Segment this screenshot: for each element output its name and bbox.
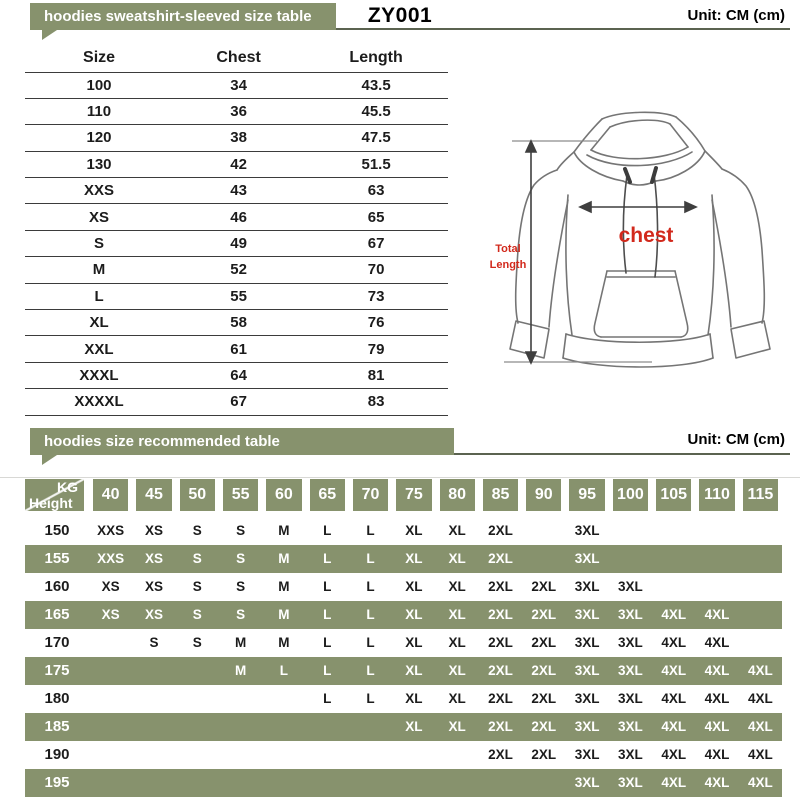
size-table-row [25,336,448,362]
recommended-size-cell: L [366,691,375,706]
recommended-size-cell: S [192,551,202,566]
recommended-size-cell: S [236,607,246,622]
weight-column-header: 80 [440,479,475,511]
recommended-size-cell: L [323,579,332,594]
recommended-size-cell: 4XL [661,719,687,734]
chest-measure-label: chest [618,224,674,247]
recommended-size-cell [176,741,219,769]
recommended-size-cell: XS [101,579,120,594]
recommended-size-cell: L [366,663,375,678]
recommended-size-cell: 4XL [704,607,730,622]
recommended-size-cell: XL [448,551,466,566]
recommended-size-cell [262,713,305,741]
recommended-size-cell: 2XL [488,691,513,706]
recommended-size-cell [219,769,262,797]
height-row-label: 155 [44,550,70,567]
banner-tail-icon [42,455,57,465]
section2-banner [30,428,454,455]
recommended-size-cell: XXS [97,523,125,538]
weight-column-header: 90 [526,479,561,511]
size-table-cell: 83 [304,389,448,415]
recommended-size-cell: M [278,551,290,566]
recommended-size-cell [219,685,262,713]
recommended-size-cell: 4XL [747,775,773,790]
section2-banner-label: hoodies size recommended table [44,433,280,450]
recommended-size-cell [652,517,695,545]
recommended-table-row [25,685,782,713]
size-table-cell: 81 [304,362,448,388]
recommended-size-cell [349,769,392,797]
banner-tail-icon [42,30,57,40]
recommended-size-cell [89,685,132,713]
recommended-size-cell [132,685,175,713]
recommended-table-row [25,713,782,741]
recommended-size-cell: 4XL [661,635,687,650]
recommended-size-cell: L [366,579,375,594]
recommended-size-cell: S [192,607,202,622]
size-table-cell: 49 [173,230,304,256]
recommended-size-cell: M [278,607,290,622]
recommended-size-cell [176,769,219,797]
recommended-size-cell [349,713,392,741]
height-row-label: 180 [44,690,70,707]
recommended-table-row [25,545,782,573]
recommended-size-cell: XL [448,523,466,538]
recommended-size-cell [132,741,175,769]
corner-kg-label: KG [57,479,78,495]
size-table-cell: 42 [173,151,304,177]
recommended-size-cell: 4XL [661,607,687,622]
recommended-size-cell [132,769,175,797]
recommended-size-cell: XS [101,607,120,622]
recommended-size-cell: S [236,579,246,594]
size-table-cell: 43 [173,178,304,204]
recommended-size-cell: XS [144,579,163,594]
size-table-cell: 76 [304,310,448,336]
height-row-label: 150 [44,522,70,539]
recommended-size-cell: XL [448,579,466,594]
height-row-label: 195 [44,774,70,791]
weight-column-header: 85 [483,479,518,511]
weight-column-header: 95 [569,479,604,511]
recommended-size-cell: 3XL [618,663,643,678]
recommended-size-cell: L [366,551,375,566]
recommended-size-cell: L [323,607,332,622]
recommended-size-cell: 4XL [704,775,730,790]
recommended-size-cell [652,573,695,601]
recommended-size-cell: XL [405,691,423,706]
recommended-size-cell: 4XL [747,691,773,706]
recommended-table [25,479,782,797]
size-table-cell: 51.5 [304,151,448,177]
recommended-size-cell [176,657,219,685]
section1-banner-label: hoodies sweatshirt-sleeved size table [44,8,312,25]
recommended-size-cell [219,741,262,769]
recommended-size-cell: L [366,523,375,538]
size-table-row [25,257,448,283]
height-row-label: 170 [44,634,70,651]
height-row-label: 185 [44,718,70,735]
recommended-size-cell [695,545,738,573]
recommended-size-cell [392,769,435,797]
recommended-size-cell: L [323,691,332,706]
size-table-cell: XXS [25,178,173,204]
recommended-size-cell: 3XL [574,579,600,594]
recommended-size-cell [89,769,132,797]
recommended-size-cell [695,517,738,545]
recommended-size-cell: 3XL [618,579,643,594]
recommended-size-cell: 3XL [574,607,600,622]
recommended-size-cell: 4XL [704,719,730,734]
size-table-cell: 36 [173,98,304,124]
recommended-size-cell: M [278,523,290,538]
recommended-size-cell: L [366,635,375,650]
recommended-size-cell: 3XL [574,691,600,706]
size-table-cell: 46 [173,204,304,230]
recommended-size-cell: XL [405,635,423,650]
size-table-cell: XL [25,310,173,336]
size-table-cell: 47.5 [304,125,448,151]
size-table-cell: 64 [173,362,304,388]
recommended-size-cell: L [323,551,332,566]
recommended-size-cell: 2XL [488,747,513,762]
recommended-size-cell: M [278,635,290,650]
size-table-row [25,204,448,230]
recommended-size-cell: 3XL [574,663,600,678]
recommended-table-row [25,769,782,797]
recommended-size-cell: 3XL [574,775,600,790]
recommended-size-cell [176,713,219,741]
total-length-measure-label: Total Length [489,243,527,271]
recommended-size-cell: S [236,551,246,566]
recommended-size-cell: 3XL [574,635,600,650]
size-table-row [25,230,448,256]
size-table-row [25,98,448,124]
weight-column-header: 45 [136,479,171,511]
recommended-size-cell: 2XL [531,607,557,622]
recommended-size-cell: 2XL [531,663,557,678]
size-table-cell: 58 [173,310,304,336]
recommended-size-cell [89,657,132,685]
size-table-cell: 63 [304,178,448,204]
recommended-size-cell [306,769,349,797]
recommended-size-cell: S [192,523,202,538]
recommended-size-cell [739,517,782,545]
size-table-cell: XS [25,204,173,230]
corner-height-label: Height [29,495,73,511]
recommended-size-cell [436,741,479,769]
recommended-size-cell: XS [144,551,163,566]
weight-column-header: 50 [180,479,215,511]
recommended-size-cell: 3XL [618,747,643,762]
recommended-size-cell [652,545,695,573]
size-table-cell: 70 [304,257,448,283]
size-table-cell: 38 [173,125,304,151]
weight-column-header: 75 [396,479,431,511]
recommended-size-cell [132,713,175,741]
recommended-size-cell: XL [448,691,466,706]
recommended-size-cell [479,769,522,797]
recommended-size-cell [176,685,219,713]
weight-column-header: 65 [310,479,345,511]
recommended-size-cell: S [192,579,202,594]
recommended-size-cell: 4XL [661,747,687,762]
size-table-cell: S [25,230,173,256]
recommended-size-cell: 4XL [661,775,687,790]
size-table-cell: 67 [304,230,448,256]
recommended-size-cell: 3XL [574,523,600,538]
recommended-size-cell [219,713,262,741]
size-table-row [25,178,448,204]
height-row-label: 160 [44,578,70,595]
height-row-label: 190 [44,746,70,763]
recommended-size-cell: S [192,635,202,650]
recommended-size-cell: 2XL [531,691,557,706]
size-table-header-row [25,44,448,72]
recommended-size-cell: 2XL [531,635,557,650]
size-table-cell: 65 [304,204,448,230]
recommended-size-cell: XL [448,607,466,622]
height-row-label: 165 [44,606,70,623]
recommended-size-cell: 3XL [574,551,600,566]
recommended-table-row [25,601,782,629]
weight-column-header: 55 [223,479,258,511]
recommended-size-cell: L [366,607,375,622]
recommended-size-cell [739,573,782,601]
recommended-size-cell: XL [405,579,423,594]
section1-rule [336,28,790,30]
size-table-row [25,310,448,336]
size-table-cell: 55 [173,283,304,309]
recommended-size-cell: 3XL [618,719,643,734]
weight-column-header: 60 [266,479,301,511]
recommended-size-cell: 2XL [488,579,513,594]
size-table-cell: M [25,257,173,283]
recommended-size-cell: L [323,523,332,538]
recommended-size-cell: 3XL [618,635,643,650]
recommended-size-cell: 4XL [704,635,730,650]
weight-column-header: 105 [656,479,691,511]
recommended-size-cell: 3XL [618,607,643,622]
recommended-size-cell [739,629,782,657]
recommended-size-cell: 4XL [747,719,773,734]
kg-height-corner-cell [25,479,84,511]
size-table-cell: 52 [173,257,304,283]
recommended-size-cell: XL [405,551,423,566]
size-table [25,44,448,416]
size-table-row [25,72,448,98]
recommended-size-cell: 4XL [704,747,730,762]
recommended-size-cell: S [149,635,159,650]
recommended-size-cell [306,713,349,741]
recommended-size-cell [522,769,565,797]
size-table-cell: XXL [25,336,173,362]
recommended-size-cell [739,601,782,629]
product-code: ZY001 [367,4,433,27]
weight-column-header: 110 [699,479,734,511]
recommended-size-cell: M [278,579,290,594]
size-table-cell: 67 [173,389,304,415]
size-table-cell: 100 [25,72,173,98]
size-table-cell: L [25,283,173,309]
recommended-size-cell [522,545,565,573]
measure-arrows [526,141,696,363]
recommended-table-header-row [25,479,782,511]
recommended-size-cell: 2XL [531,719,557,734]
recommended-size-cell [609,517,652,545]
recommended-size-cell: XS [144,523,163,538]
recommended-size-cell: 3XL [618,775,643,790]
size-table-cell: 34 [173,72,304,98]
size-table-cell: 120 [25,125,173,151]
recommended-size-cell: XL [405,663,423,678]
recommended-table-row [25,741,782,769]
recommended-table-row [25,517,782,545]
recommended-table-row [25,573,782,601]
recommended-size-cell: S [236,523,246,538]
weight-column-header: 70 [353,479,388,511]
recommended-size-cell: XL [405,607,423,622]
section1-unit-label: Unit: CM (cm) [687,7,785,24]
weight-column-header: 40 [93,479,128,511]
recommended-size-cell [522,517,565,545]
recommended-size-cell [89,629,132,657]
size-table-row [25,283,448,309]
recommended-size-cell: XL [448,635,466,650]
recommended-size-cell [89,741,132,769]
size-table-column-header: Length [304,44,448,72]
recommended-size-cell: 3XL [574,747,600,762]
recommended-size-cell [695,573,738,601]
recommended-size-cell: 2XL [531,579,557,594]
recommended-size-cell [306,741,349,769]
recommended-size-cell [392,741,435,769]
recommended-size-cell: 2XL [488,663,513,678]
recommended-size-cell [609,545,652,573]
recommended-size-cell: L [323,635,332,650]
recommended-size-cell: 4XL [704,663,730,678]
section2-rule [454,453,790,455]
size-table-column-header: Chest [173,44,304,72]
size-table-cell: 130 [25,151,173,177]
recommended-size-cell: XL [448,719,466,734]
section2-unit-label: Unit: CM (cm) [687,431,785,448]
recommended-size-cell: 4XL [661,691,687,706]
recommended-size-cell: 4XL [704,691,730,706]
section1-banner [30,3,336,30]
recommended-size-cell: 4XL [661,663,687,678]
size-table-column-header: Size [25,44,173,72]
weight-column-header: 100 [613,479,648,511]
table-top-divider [0,477,800,478]
recommended-size-cell: XL [405,719,423,734]
height-row-label: 175 [44,662,70,679]
recommended-size-cell: 4XL [747,663,773,678]
recommended-size-cell: XL [405,523,423,538]
hoodie-diagram [460,55,790,400]
size-table-cell: XXXL [25,362,173,388]
recommended-size-cell: 2XL [531,747,557,762]
size-table-cell: 61 [173,336,304,362]
recommended-size-cell: 3XL [574,719,600,734]
size-table-cell: 45.5 [304,98,448,124]
size-table-row [25,389,448,415]
recommended-size-cell: M [234,635,247,650]
size-table-row [25,362,448,388]
recommended-size-cell [436,769,479,797]
recommended-size-cell: L [323,663,332,678]
recommended-size-cell: 2XL [488,551,513,566]
recommended-table-row [25,657,782,685]
recommended-size-cell [349,741,392,769]
size-table-cell: XXXXL [25,389,173,415]
size-table-cell: 43.5 [304,72,448,98]
recommended-size-cell: 2XL [488,719,513,734]
recommended-size-cell [739,545,782,573]
recommended-size-cell: 2XL [488,635,513,650]
size-table-row [25,125,448,151]
size-table-row [25,151,448,177]
recommended-size-cell [262,741,305,769]
recommended-size-cell: M [234,663,247,678]
recommended-size-cell: XS [144,607,163,622]
recommended-size-cell: XXS [97,551,125,566]
weight-column-header: 115 [743,479,778,511]
recommended-size-cell [132,657,175,685]
size-table-cell: 110 [25,98,173,124]
recommended-size-cell: 3XL [618,691,643,706]
recommended-size-cell: 2XL [488,607,513,622]
size-table-cell: 73 [304,283,448,309]
recommended-size-cell [262,685,305,713]
size-table-cell: 79 [304,336,448,362]
recommended-size-cell: 4XL [747,747,773,762]
recommended-size-cell [262,769,305,797]
recommended-size-cell [89,713,132,741]
recommended-table-row [25,629,782,657]
recommended-size-cell: XL [448,663,466,678]
recommended-size-cell: L [279,663,289,678]
recommended-size-cell: 2XL [488,523,513,538]
